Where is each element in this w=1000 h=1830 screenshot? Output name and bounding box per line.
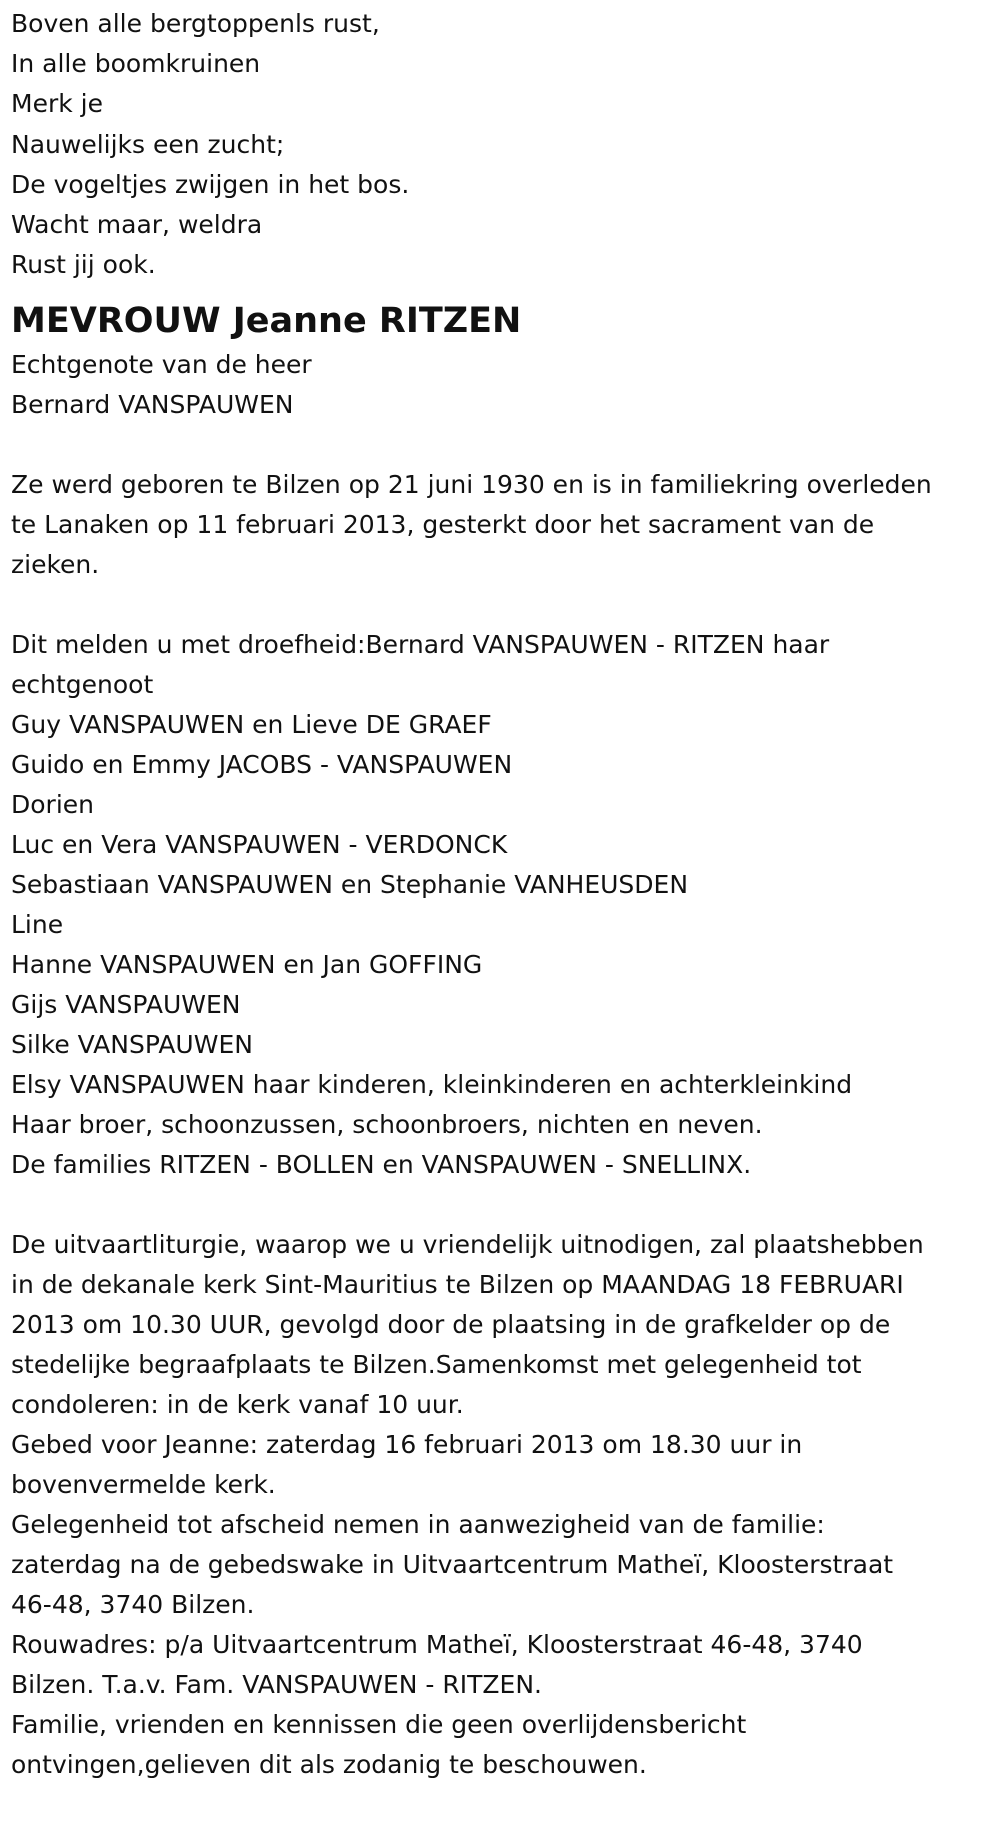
poem-line: Wacht maar, weldra: [11, 210, 263, 240]
funeral-line: Gebed voor Jeanne: zaterdag 16 februari 2013 om 18.30 uur in: [11, 1430, 803, 1460]
mourner-line: Dit melden u met droefheid:Bernard VANSPAUWEN - RITZEN haar: [11, 630, 830, 660]
poem-block: [11, 4, 992, 285]
mourner-line: Dorien: [11, 790, 94, 820]
poem-line: Rust jij ook.: [11, 250, 156, 280]
birth-death-line: te Lanaken op 11 februari 2013, gesterkt door het sacrament van de: [11, 510, 875, 540]
paragraph-gap: [11, 425, 992, 465]
funeral-details: [11, 1225, 992, 1785]
paragraph-gap: [11, 585, 992, 625]
funeral-line: bovenvermelde kerk.: [11, 1470, 276, 1500]
funeral-line: Familie, vrienden en kennissen die geen overlijdensbericht: [11, 1710, 747, 1740]
funeral-line: Gelegenheid tot afscheid nemen in aanwezigheid van de familie:: [11, 1510, 825, 1540]
mourner-line: Gijs VANSPAUWEN: [11, 990, 241, 1020]
mourner-line: Hanne VANSPAUWEN en Jan GOFFING: [11, 950, 483, 980]
funeral-line: De uitvaartliturgie, waarop we u vriendelijk uitnodigen, zal plaatshebben: [11, 1230, 924, 1260]
deceased-name-title: MEVROUW Jeanne RITZEN: [11, 301, 522, 342]
mourner-line: Haar broer, schoonzussen, schoonbroers, nichten en neven.: [11, 1110, 763, 1140]
mourner-line: Elsy VANSPAUWEN haar kinderen, kleinkinderen en achterkleinkind: [11, 1070, 853, 1100]
poem-line: Merk je: [11, 89, 103, 119]
mourner-line: Sebastiaan VANSPAUWEN en Stephanie VANHEUSDEN: [11, 870, 689, 900]
mourner-line: echtgenoot: [11, 670, 154, 700]
funeral-line: 2013 om 10.30 UUR, gevolgd door de plaatsing in de grafkelder op de: [11, 1310, 891, 1340]
poem-line: Boven alle bergtoppenls rust,: [11, 9, 380, 38]
funeral-line: Rouwadres: p/a Uitvaartcentrum Matheï, Kloosterstraat 46-48, 3740: [11, 1630, 863, 1660]
mourners-list: [11, 625, 992, 1185]
funeral-line: stedelijke begraafplaats te Bilzen.Samenkomst met gelegenheid tot: [11, 1350, 862, 1380]
funeral-line: Bilzen. T.a.v. Fam. VANSPAUWEN - RITZEN.: [11, 1670, 542, 1700]
paragraph-gap: [11, 1185, 992, 1225]
mourner-line: Guy VANSPAUWEN en Lieve DE GRAEF: [11, 710, 492, 740]
spouse-line: Echtgenote van de heer: [11, 350, 312, 380]
funeral-line: zaterdag na de gebedswake in Uitvaartcentrum Matheï, Kloosterstraat: [11, 1550, 894, 1580]
poem-line: De vogeltjes zwijgen in het bos.: [11, 169, 410, 199]
spouse-block: [11, 345, 992, 425]
funeral-line: 46-48, 3740 Bilzen.: [11, 1590, 255, 1620]
spouse-line: Bernard VANSPAUWEN: [11, 390, 294, 420]
funeral-line: ontvingen,gelieven dit als zodanig te beschouwen.: [11, 1750, 647, 1780]
mourner-line: Line: [11, 910, 64, 940]
birth-death-line: Ze werd geboren te Bilzen op 21 juni 1930 en is in familiekring overleden: [11, 470, 932, 500]
mourner-line: Guido en Emmy JACOBS - VANSPAUWEN: [11, 750, 513, 780]
mourner-line: Luc en Vera VANSPAUWEN - VERDONCK: [11, 830, 508, 860]
birth-death-line: zieken.: [11, 550, 100, 580]
poem-line: In alle boomkruinen: [11, 49, 261, 79]
mourner-line: De families RITZEN - BOLLEN en VANSPAUWEN - SNELLINX.: [11, 1150, 752, 1180]
mourner-line: Silke VANSPAUWEN: [11, 1030, 253, 1060]
funeral-line: condoleren: in de kerk vanaf 10 uur.: [11, 1390, 464, 1420]
poem-line: Nauwelijks een zucht;: [11, 129, 285, 159]
funeral-line: in de dekanale kerk Sint-Mauritius te Bilzen op MAANDAG 18 FEBRUARI: [11, 1270, 904, 1300]
birth-death-paragraph: [11, 465, 992, 585]
